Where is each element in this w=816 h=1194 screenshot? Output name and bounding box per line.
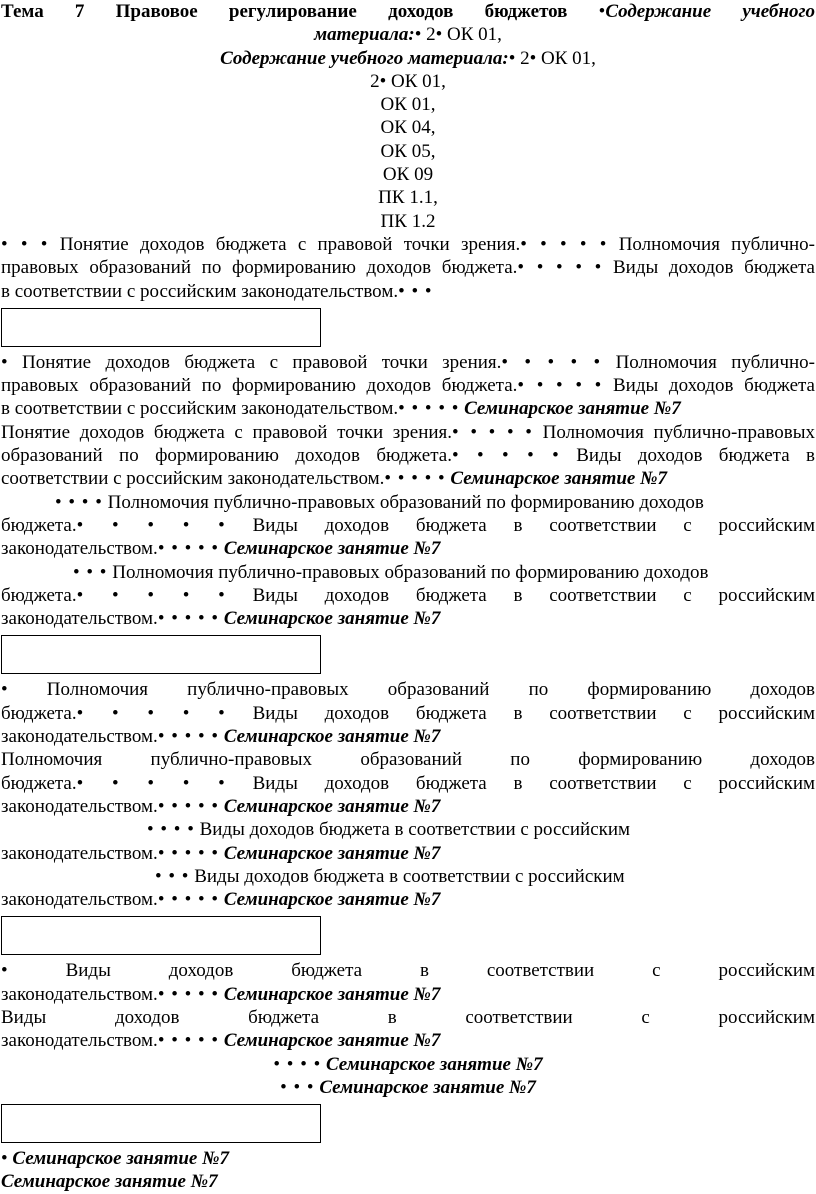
bullets-icon: • • • • • xyxy=(76,702,226,724)
seminar-label: Семинарское занятие №7 xyxy=(223,608,441,630)
topic-text: бюджета. xyxy=(1,584,77,606)
topic-text: Виды доходов бюджета в соответствии с российским xyxy=(252,514,816,536)
paragraph-line xyxy=(0,865,816,888)
paragraph-line xyxy=(0,1006,815,1029)
bullets-icon: • • • • xyxy=(273,1053,322,1075)
bullets-icon: • • • • • xyxy=(76,772,226,794)
bullets-icon: • • • • • xyxy=(76,514,226,536)
topic-number: 7 xyxy=(74,1,85,22)
topic-text: Полномочия публично- xyxy=(618,233,815,255)
seminar-label: Семинарское занятие №7 xyxy=(319,1076,536,1098)
seminar-label: Семинарское занятие №7 xyxy=(223,538,441,560)
paragraph-line xyxy=(0,983,815,1006)
topic-text: Виды доходов бюджета xyxy=(612,257,815,279)
paragraph-line xyxy=(0,233,815,256)
paragraph-line xyxy=(0,725,815,748)
paragraph-line xyxy=(0,1147,815,1170)
topic-text: Виды доходов бюджета в соответствии с российским xyxy=(194,865,625,887)
topic-text: образований по формированию доходов бюджета. xyxy=(1,445,452,467)
bullets-icon: • • • • • xyxy=(157,795,220,817)
bullets-icon: • • • • • xyxy=(157,726,220,748)
bullets-icon: • • • • • xyxy=(157,983,220,1005)
bullets-icon: • • • xyxy=(280,1076,315,1098)
hours-value: 2 xyxy=(520,47,530,69)
competence-code: ОК 01, xyxy=(447,24,502,46)
bullet-icon: • xyxy=(379,70,387,92)
topic-text: в соответствии с российским законодательством. xyxy=(1,280,399,302)
topic-title: Правовое регулирование доходов бюджетов xyxy=(115,1,568,22)
bullets-icon: • • • • • xyxy=(452,421,533,443)
paragraph-line xyxy=(0,748,815,771)
topic-text: Виды доходов бюджета в соответствии с российским xyxy=(252,772,816,794)
bullets-icon: • • • • xyxy=(147,819,195,841)
paragraph-line xyxy=(0,467,815,490)
topic-heading-line xyxy=(0,0,815,23)
topic-text: бюджета. xyxy=(1,702,77,724)
empty-frame xyxy=(1,1104,321,1143)
bullet-icon: • xyxy=(529,47,537,69)
paragraph-line xyxy=(0,678,815,701)
topic-text: законодательством. xyxy=(1,1030,158,1052)
seminar-label: Семинарское занятие №7 xyxy=(223,1030,441,1052)
bullets-icon: • • • • • xyxy=(451,445,560,467)
bullet-icon: • xyxy=(508,47,516,69)
hours-value: 2 xyxy=(426,24,436,46)
heading-line-3 xyxy=(0,47,815,70)
bullets-icon: • • • xyxy=(155,865,190,887)
paragraph-line xyxy=(0,374,815,397)
heading-line-2 xyxy=(0,23,815,46)
seminar-label: Семинарское занятие №7 xyxy=(223,842,441,864)
bullet-icon: • xyxy=(1,679,8,701)
bullets-icon: • • • • • xyxy=(157,889,220,911)
topic-text: законодательством. xyxy=(1,889,158,911)
topic-text: Понятие доходов бюджета с правовой точки зрения. xyxy=(1,421,453,443)
bullets-icon: • • • • • xyxy=(384,468,446,490)
paragraph-line xyxy=(0,514,815,537)
paragraph-line xyxy=(0,561,816,584)
bullets-icon: • • • xyxy=(1,233,49,255)
paragraph-line xyxy=(0,1053,815,1076)
bullets-icon: • • • • • xyxy=(157,538,220,560)
bullet-icon: • xyxy=(1,960,8,982)
competence-line: ОК 01, xyxy=(380,94,436,116)
competence-line: ОК 04, xyxy=(380,117,436,139)
paragraph-line xyxy=(0,959,815,982)
bullets-icon: • • • • • xyxy=(157,842,220,864)
bullets-icon: • • • xyxy=(73,561,108,583)
bullet-icon: • xyxy=(598,1,606,22)
topic-text: Виды доходов бюджета в соответствии с российским xyxy=(199,819,631,841)
topic-text: Полномочия публично-правовых образований по формированию доходов xyxy=(1,749,815,771)
paragraph-line xyxy=(0,537,815,560)
topic-text: Полномочия публично-правовых образований по формированию доходов xyxy=(112,561,709,583)
topic-text: Виды доходов бюджета xyxy=(612,375,815,397)
paragraph-line xyxy=(0,397,815,420)
seminar-label: Семинарское занятие №7 xyxy=(12,1148,229,1170)
paragraph-line xyxy=(0,256,815,279)
paragraph-line xyxy=(0,1029,815,1052)
competence-line: ПК 1.2 xyxy=(380,210,436,232)
paragraph-line xyxy=(0,584,815,607)
seminar-label: Семинарское занятие №7 xyxy=(464,398,681,420)
paragraph-line xyxy=(0,491,816,514)
seminar-label: Семинарское занятие №7 xyxy=(450,468,667,490)
bullets-icon: • • • • • xyxy=(76,584,226,606)
empty-frame xyxy=(1,916,321,955)
topic-text: бюджета. xyxy=(1,772,77,794)
topic-text: Виды доходов бюджета в xyxy=(576,445,816,467)
bullets-icon: • • • • • xyxy=(157,1030,220,1052)
paragraph-line xyxy=(0,818,816,841)
bullets-icon: • • • • • xyxy=(501,351,602,373)
seminar-label: Семинарское занятие №7 xyxy=(223,889,441,911)
bullets-icon: • • • • • xyxy=(520,233,608,255)
topic-text: Полномочия публично-правовых образований по формированию доходов xyxy=(46,679,815,701)
seminar-label: Семинарское занятие №7 xyxy=(326,1053,543,1075)
seminar-label: Семинарское занятие №7 xyxy=(223,795,441,817)
topic-text: законодательством. xyxy=(1,795,158,817)
paragraph-line xyxy=(0,421,815,444)
paragraph-line xyxy=(0,280,815,303)
topic-text: бюджета. xyxy=(1,514,77,536)
paragraph-line xyxy=(0,888,815,911)
topic-text: законодательством. xyxy=(1,842,158,864)
bullets-icon: • • • • xyxy=(55,491,103,513)
paragraph-line xyxy=(0,842,815,865)
paragraph-line xyxy=(0,795,815,818)
competence-code: ОК 01, xyxy=(541,47,596,69)
paragraph-line xyxy=(0,1076,815,1099)
bullets-icon: • • • • • xyxy=(517,375,603,397)
empty-frame xyxy=(1,308,321,347)
bullet-icon: • xyxy=(1,1148,8,1170)
bullets-icon: • • • • • xyxy=(157,608,220,630)
competence-line: ОК 09 xyxy=(382,164,434,186)
seminar-label: Семинарское занятие №7 xyxy=(223,983,441,1005)
topic-text: Виды доходов бюджета в соответствии с российским xyxy=(252,584,816,606)
topic-text: Полномочия публично- xyxy=(615,351,816,373)
topic-text: правовых образований по формированию доходов бюджета. xyxy=(1,257,518,279)
topic-text: Виды доходов бюджета в соответствии с российским xyxy=(65,960,816,982)
topic-text: законодательством. xyxy=(1,726,158,748)
content-label-a: Содержание учебного xyxy=(605,1,816,22)
bullets-icon: • • • • • xyxy=(398,398,460,420)
competence-line: ОК 05, xyxy=(380,140,436,162)
paragraph-line xyxy=(0,607,815,630)
bullet-icon: • xyxy=(1,351,8,373)
topic-text: Полномочия публично-правовых xyxy=(542,421,815,443)
content-label: Содержание учебного материала: xyxy=(220,47,509,69)
competence-code: ОК 01, xyxy=(391,70,446,92)
bullets-icon: • • • xyxy=(398,280,433,302)
topic-text: Виды доходов бюджета в соответствии с российским xyxy=(252,702,816,724)
paragraph-line xyxy=(0,772,815,795)
topic-text: правовых образований по формированию доходов бюджета. xyxy=(1,375,518,397)
hours-value: 2 xyxy=(370,70,380,92)
topic-text: законодательством. xyxy=(1,983,158,1005)
hours-line xyxy=(0,70,815,93)
topic-text: соответствии с российским законодательством. xyxy=(1,468,385,490)
bullets-icon: • • • • • xyxy=(517,257,603,279)
topic-text: законодательством. xyxy=(1,608,158,630)
topic-text: Виды доходов бюджета в соответствии с российским xyxy=(1,1006,815,1028)
topic-text: Полномочия публично-правовых образований по формированию доходов xyxy=(107,491,704,513)
seminar-label: Семинарское занятие №7 xyxy=(223,726,441,748)
paragraph-line xyxy=(0,1170,815,1193)
topic-text: Понятие доходов бюджета с правовой точки зрения. xyxy=(22,351,502,373)
bullet-icon: • xyxy=(414,24,422,46)
bullet-icon: • xyxy=(435,24,443,46)
topic-text: в соответствии с российским законодательством. xyxy=(1,398,399,420)
paragraph-line xyxy=(0,444,815,467)
content-label-b: материала: xyxy=(314,24,415,46)
topic-text: Понятие доходов бюджета с правовой точки зрения. xyxy=(59,233,521,255)
paragraph-line xyxy=(0,702,815,725)
topic-text: законодательством. xyxy=(1,538,158,560)
paragraph-line xyxy=(0,351,815,374)
topic-word: Тема xyxy=(1,1,44,22)
empty-frame xyxy=(1,635,321,674)
competence-line: ПК 1.1, xyxy=(378,187,438,209)
seminar-label: Семинарское занятие №7 xyxy=(1,1171,218,1193)
